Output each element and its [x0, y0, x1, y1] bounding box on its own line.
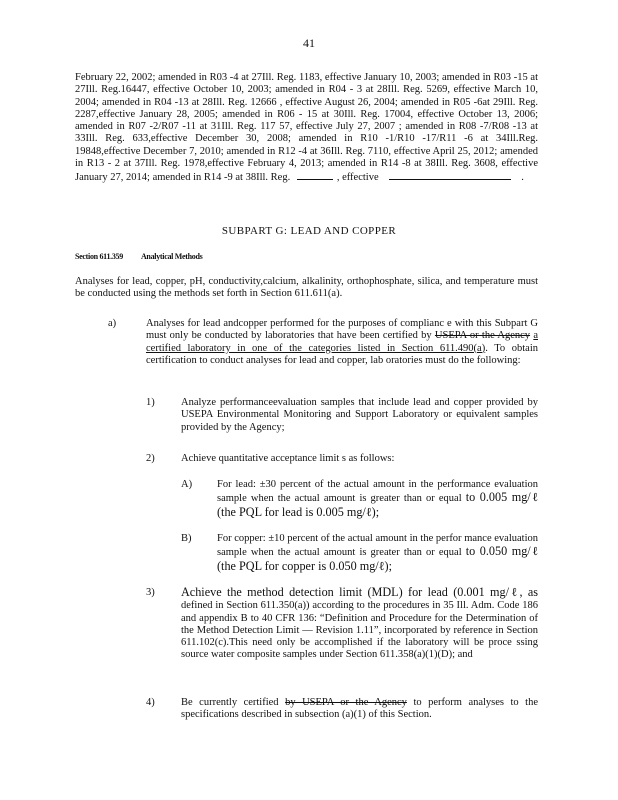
item-4-text-2: to perform analyses to the specifications described in subsection (a)(1) of this Section. [181, 697, 539, 721]
item-a-text-2: . To obtain certification to conduct analyses for lead and copper, lab oratories must do the following: [146, 342, 538, 366]
item-a-deleted: USEPA or the Agency [434, 330, 531, 342]
effective-date-blank [389, 170, 511, 180]
item-3-body: defined in Section 611.350(a)) according to the procedures in 35 Ill. Adm. Code 186 and appendix B to 40 CFR 136: “Definition and Procedure for the Determination of the Method Detection Limit — Revision 1.11”, incorporated by reference in Section 611.102(c).This need only be accomplished if the laboratory will be proce ssing source water composite samples under Section 611.358(a)(1)(D); and [181, 600, 538, 661]
item-2-text: Achieve quantitative acceptance limit s as follows: [181, 453, 395, 464]
item-1-text: Analyze performanceevaluation samples that include lead and copper provided by USEPA Environmental Monitoring and Support Laboratory or equivalent samples provided by the Agency; [181, 397, 538, 433]
item-a-text-1: Analyses for lead andcopper performed for the purposes of complianc e with this Subpart G must only be conducted by laboratories that have been certified by [146, 318, 538, 342]
section-title: Analytical Methods [140, 252, 203, 261]
item-2A-bigtext: to 0.005 mg/ℓ (the PQL for lead is 0.005 mg/ℓ); [217, 490, 538, 519]
history-end: . [521, 172, 524, 184]
item-2-label: 2) [146, 453, 155, 464]
page-number: 41 [303, 36, 315, 50]
item-a-text [146, 318, 538, 367]
item-4-deleted: by USEPA or the Agency [285, 697, 407, 708]
section-number: Section 611.359 [75, 252, 123, 261]
item-1-label: 1) [146, 397, 155, 408]
item-3-text [181, 586, 538, 662]
history-text: February 22, 2002; amended in R03 -4 at 27Ill. Reg. 1183, effective January 10, 2003; amended in R03 -15 at 27Ill. Reg.16447, effective October 10, 2003; amended in R04 - 3 at 28Ill. Reg. 5269, effective March 10, 2004; amended in R04 -13 at 28Ill. Reg. 12666 , effective August 26, 2004; amended in R05 -6at 29Ill. Reg. 2287,effective January 28, 2005; amended in R06 - 15 at 30Ill. Reg. 17004, effective October 13, 2006; amended in R07 -2/R07 -11 at 31Ill. Reg. 117 57, effective July 27, 2007 ; amended in R08 -7/R08 -13 at 33Ill. Reg. 633,effective December 30, 2008; amended in R10 -1/R10 -17/R11 -6 at 34Ill.Reg. 19848,effective December 7, 2010; amended in R12 -4 at 36Ill. Reg. 7110, effective April 25, 2012; amended in R13 - 2 at 37Ill. Reg. 1978,effective February 4, 2013; amended in R14 -8 at 38Ill. Reg. 3608, effective January 27, 2014; amended in R14 -9 at 38Ill. Reg. [75, 72, 538, 184]
history-note: February 22, 2002; amended in R03 -4 at 27Ill. Reg. 1183, effective January 10, 2003; amended in R03 -15 at 27Ill. Reg.16447, effective October 10, 2003; amended in R04 - 3 at 28Ill. Reg. 5269, effective March 10, 2004; amended in R04 -13 at 28Ill. Reg. 12666 , effective August 26, 2004; amended in R05 -6at 29Ill. Reg. 2287,effective January 28, 2005; amended in R06 - 15 at 30Ill. Reg. 17004, effective October 13, 2006; amended in R07 -2/R07 -11 at 31Ill. Reg. 117 57, effective July 27, 2007 ; amended in R08 -7/R08 -13 at 33Ill. Reg. 633,effective December 30, 2008; amended in R10 -1/R10 -17/R11 -6 at 34Ill.Reg. 19848,effective December 7, 2010; amended in R12 -4 at 36Ill. Reg. 7110, effective April 25, 2012; amended in R13 - 2 at 37Ill. Reg. 1978,effective February 4, 2013; amended in R14 -8 at 38Ill. Reg. 3608, effective January 27, 2014; amended in R14 -9 at 38Ill. Reg. , effective . [75, 72, 538, 184]
item-4-text-1: Be currently certified [181, 697, 279, 708]
item-2B-text [217, 533, 538, 574]
item-2A-body: For lead: ±30 percent of the actual amount in the performance evaluation sample when the actual amount is greater than or equal [217, 479, 538, 505]
item-4-label: 4) [146, 697, 155, 708]
item-3-bigtext: Achieve the method detection limit (MDL) for lead (0.001 mg/ℓ, as [181, 585, 538, 599]
item-3-label: 3) [146, 587, 155, 598]
item-a-inserted: a certified laboratory in one of the categories listed in Section 611.490(a) [146, 330, 538, 354]
item-2B-body: For copper: ±10 percent of the actual amount in the perfor mance evaluation sample when the actual amount is greater than or equal [217, 533, 538, 559]
item-2A-text [217, 479, 538, 520]
intro-paragraph: Analyses for lead, copper, pH, conductivity,calcium, alkalinity, orthophosphate, silica, and temperature must be conducted using the methods set forth in Section 611.611(a). [75, 276, 538, 300]
item-2A-label: A) [181, 479, 193, 490]
reg-page-blank [297, 170, 333, 180]
section-heading [75, 252, 202, 261]
item-2B-bigtext: to 0.050 mg/ℓ (the PQL for copper is 0.050 mg/ℓ); [217, 544, 538, 573]
history-effective: effective [342, 172, 379, 184]
subpart-heading: SUBPART G: LEAD AND COPPER [221, 225, 397, 237]
item-a-label: a) [108, 318, 117, 329]
item-2B-label: B) [181, 533, 192, 544]
item-4-text [181, 697, 538, 722]
